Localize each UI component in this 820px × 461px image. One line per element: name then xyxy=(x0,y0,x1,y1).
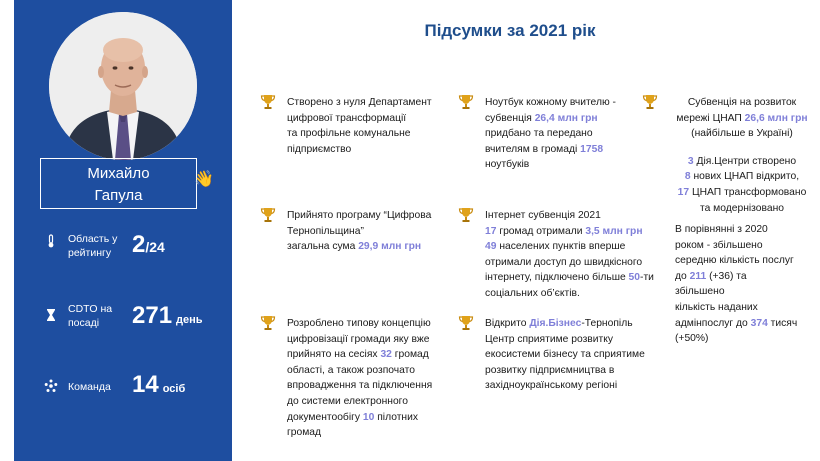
avatar xyxy=(49,12,197,160)
thermometer-icon xyxy=(44,234,58,248)
profile-sidebar xyxy=(14,0,232,461)
achievement-laptop: Ноутбук кожному вчителю - субвенція 26,4 млн грн придбано та передано вчителям в громаді 1758 ноутбуків xyxy=(485,95,625,173)
comparison-2020: В порівнянні з 2020 роком - збільшено середню кількість послуг до 211 (+36) та збільшено кількість наданих адмінпослуг до 374 тисяч (+50%) xyxy=(675,224,798,345)
trophy-icon xyxy=(642,94,658,110)
trophy-icon xyxy=(458,207,474,223)
trophy-icon xyxy=(260,207,276,223)
achievement-business: Відкрито Дія.Бізнес-Тернопіль Центр сприятиме розвитку екосистеми бізнесу та сприятиме розвитку підприємництва в західноукраїнському регіоні xyxy=(485,316,660,394)
achievement-program: Прийнято програму “Цифрова Тернопільщина” загальна сума 29,9 млн грн xyxy=(287,208,447,255)
achievement-cnap: Субвенція на розвиток мережі ЦНАП 26,6 млн грн (найбільше в Україні) 3 Дія.Центри створено 8 нових ЦНАП відкрито, 17 ЦНАП трансформовано та модернізовано xyxy=(672,95,812,216)
stat-cdto-label: CDTO на посаді xyxy=(68,303,113,329)
stat-rating-value: 2/24 xyxy=(132,231,165,258)
trophy-icon xyxy=(260,315,276,331)
stat-team-label: Команда xyxy=(68,381,111,393)
trophy-icon xyxy=(260,94,276,110)
last-name: Гапула xyxy=(94,187,143,204)
team-icon xyxy=(44,379,58,393)
waving-hand-icon: 👋 xyxy=(194,171,214,188)
first-name: Михайло xyxy=(87,165,150,182)
hourglass-icon xyxy=(44,308,58,322)
stat-team-value: 14 осіб xyxy=(132,371,186,398)
name-box xyxy=(40,158,197,209)
avatar-photo xyxy=(49,12,197,160)
achievement-dept: Створено з нуля Департамент цифрової трансформації та профільне комунальне підприємство xyxy=(287,95,447,157)
stat-rating-label: Область у рейтингу xyxy=(68,233,118,259)
trophy-icon xyxy=(458,315,474,331)
achievement-internet: Інтернет субвенція 2021 17 громад отримали 3,5 млн грн 49 населених пунктів вперше отримали доступ до швидкісного інтернету, підключено більше 50-ти соціальних об’єктів. xyxy=(485,208,655,302)
trophy-icon xyxy=(458,94,474,110)
achievement-concept: Розроблено типову концепцію цифровізації громади яку вже прийнято на сесіях 32 громад області, а також розпочато впровадження та підключення до системи електронного документообігу 10 пілотних громад xyxy=(287,316,452,441)
stat-cdto-value: 271 день xyxy=(132,302,203,329)
page-title: Підсумки за 2021 рік xyxy=(424,21,596,40)
